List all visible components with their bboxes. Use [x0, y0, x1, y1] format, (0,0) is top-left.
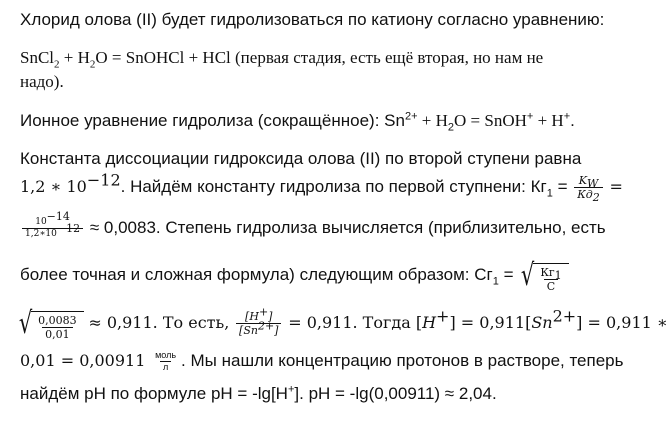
text-line-8: [20, 257, 569, 294]
equation-text: ] = 0,911 ∗: [576, 313, 668, 332]
formula-intro: более точная и сложная формула) следующим образом: Сг: [20, 265, 493, 284]
ph-formula-text: найдём рН по формуле рН = -lg[H: [20, 384, 288, 403]
equation-text: = 0,911. Тогда [: [288, 313, 423, 332]
equation-h2o: + H: [59, 48, 90, 67]
subscript: 1: [546, 187, 553, 200]
superscript: +: [287, 383, 295, 396]
proton-concentration-value: 0,01 = 0,00911: [20, 351, 146, 370]
subscript: W: [586, 177, 599, 191]
sqrt-value: [16, 306, 84, 342]
ionic-eq-label: Ионное уравнение гидролиза (сокращённое): Sn: [20, 111, 405, 130]
equals-sign: =: [498, 265, 514, 284]
text-line-6: [20, 170, 623, 205]
subscript: 1: [492, 275, 499, 288]
superscript: 2+: [404, 110, 418, 123]
ionic-eq-part: + H: [533, 111, 564, 130]
equals-sign: =: [552, 177, 568, 196]
fraction-denominator: 1,2∗10: [25, 229, 57, 240]
ph-result-text: ]. рН = -lg(0,00911) ≈ 2,04.: [294, 384, 497, 403]
superscript: 2+: [552, 306, 577, 326]
unit-denominator: л: [162, 362, 169, 373]
subscript: 2: [89, 58, 96, 71]
bracket: ]: [268, 310, 273, 324]
degree-result: ≈ 0,911. То есть,: [88, 313, 230, 332]
superscript: +: [258, 305, 269, 319]
equation-rest: O = SnOHCl + HCl (первая стадия, есть ещё вторая, но нам не: [95, 48, 544, 67]
subscript: 2: [54, 58, 60, 71]
radical-sign-icon: √: [18, 305, 33, 341]
concentration-ratio-fraction: [236, 305, 281, 338]
subscript: 2: [592, 191, 600, 205]
hydrolysis-degree-text: ≈ 0,0083. Степень гидролиза вычисляется (приблизительно, есть: [89, 218, 606, 237]
fraction-denominator: Кд: [577, 188, 593, 202]
superscript: +: [436, 306, 450, 326]
constants-ratio-fraction: [22, 210, 83, 240]
radical-sign-icon: √: [521, 257, 535, 293]
superscript: −12: [86, 170, 121, 190]
bracket: ]: [274, 324, 279, 338]
hydrolysis-constant-text: . Найдём константу гидролиза по первой ступнени: Кг: [120, 177, 547, 196]
superscript: +: [526, 110, 534, 123]
ionic-eq-part: + H: [417, 111, 448, 130]
superscript: +: [563, 110, 571, 123]
subscript: 1: [554, 268, 562, 282]
equation-text: ] = 0,911[: [449, 313, 532, 332]
text-line-3: [20, 72, 64, 92]
text-line-9: [16, 305, 668, 342]
result-sentence: . Мы нашли концентрацию протонов в растворе, теперь: [181, 351, 624, 370]
unit-fraction: [152, 350, 179, 373]
text-line-1: [20, 10, 604, 30]
text-line-5: [20, 149, 581, 169]
text-line-4: [20, 110, 575, 134]
sqrt-formula: [518, 258, 568, 294]
fraction-denominator: [Sn: [239, 324, 258, 338]
h-ion: H: [422, 313, 437, 332]
unit-numerator: моль: [155, 350, 177, 361]
superscript: 2+: [257, 319, 275, 333]
text-line-2: [20, 48, 544, 71]
sqrt-fraction: [537, 266, 564, 293]
text-line-10: [20, 348, 624, 374]
constant-sentence: Константа диссоциации гидроксида олова (II) по второй ступени равна: [20, 149, 582, 168]
intro-sentence: Хлорид олова (II) будет гидролизоваться по катиону согласно уравнению:: [20, 10, 605, 29]
fraction-denominator: 0,01: [45, 327, 70, 341]
text-line-11: [20, 384, 497, 404]
superscript: −14: [46, 210, 70, 224]
sn-ion: Sn: [531, 313, 553, 332]
ionic-eq-part: O = SnOH: [454, 111, 527, 130]
fraction-numerator: Кг: [540, 265, 555, 279]
subscript: 2: [447, 121, 455, 134]
superscript: −12: [56, 222, 81, 236]
fraction-numerator: 0,0083: [38, 313, 77, 327]
sqrt-value-fraction: [35, 314, 80, 341]
ionic-eq-end: .: [570, 111, 575, 130]
fraction-numerator: K: [578, 174, 587, 188]
text-line-7: [20, 210, 606, 243]
dissociation-constant-value: 1,2 ∗ 10: [20, 177, 87, 196]
fraction-numerator: [H: [245, 310, 259, 324]
equals-sign: =: [609, 177, 623, 196]
equation-sncl2: SnCl: [20, 48, 55, 67]
fraction-denominator: C: [546, 279, 556, 293]
kg-fraction: [574, 174, 603, 205]
fraction-numerator: 10: [35, 217, 47, 228]
equation-continuation: надо).: [20, 72, 64, 91]
